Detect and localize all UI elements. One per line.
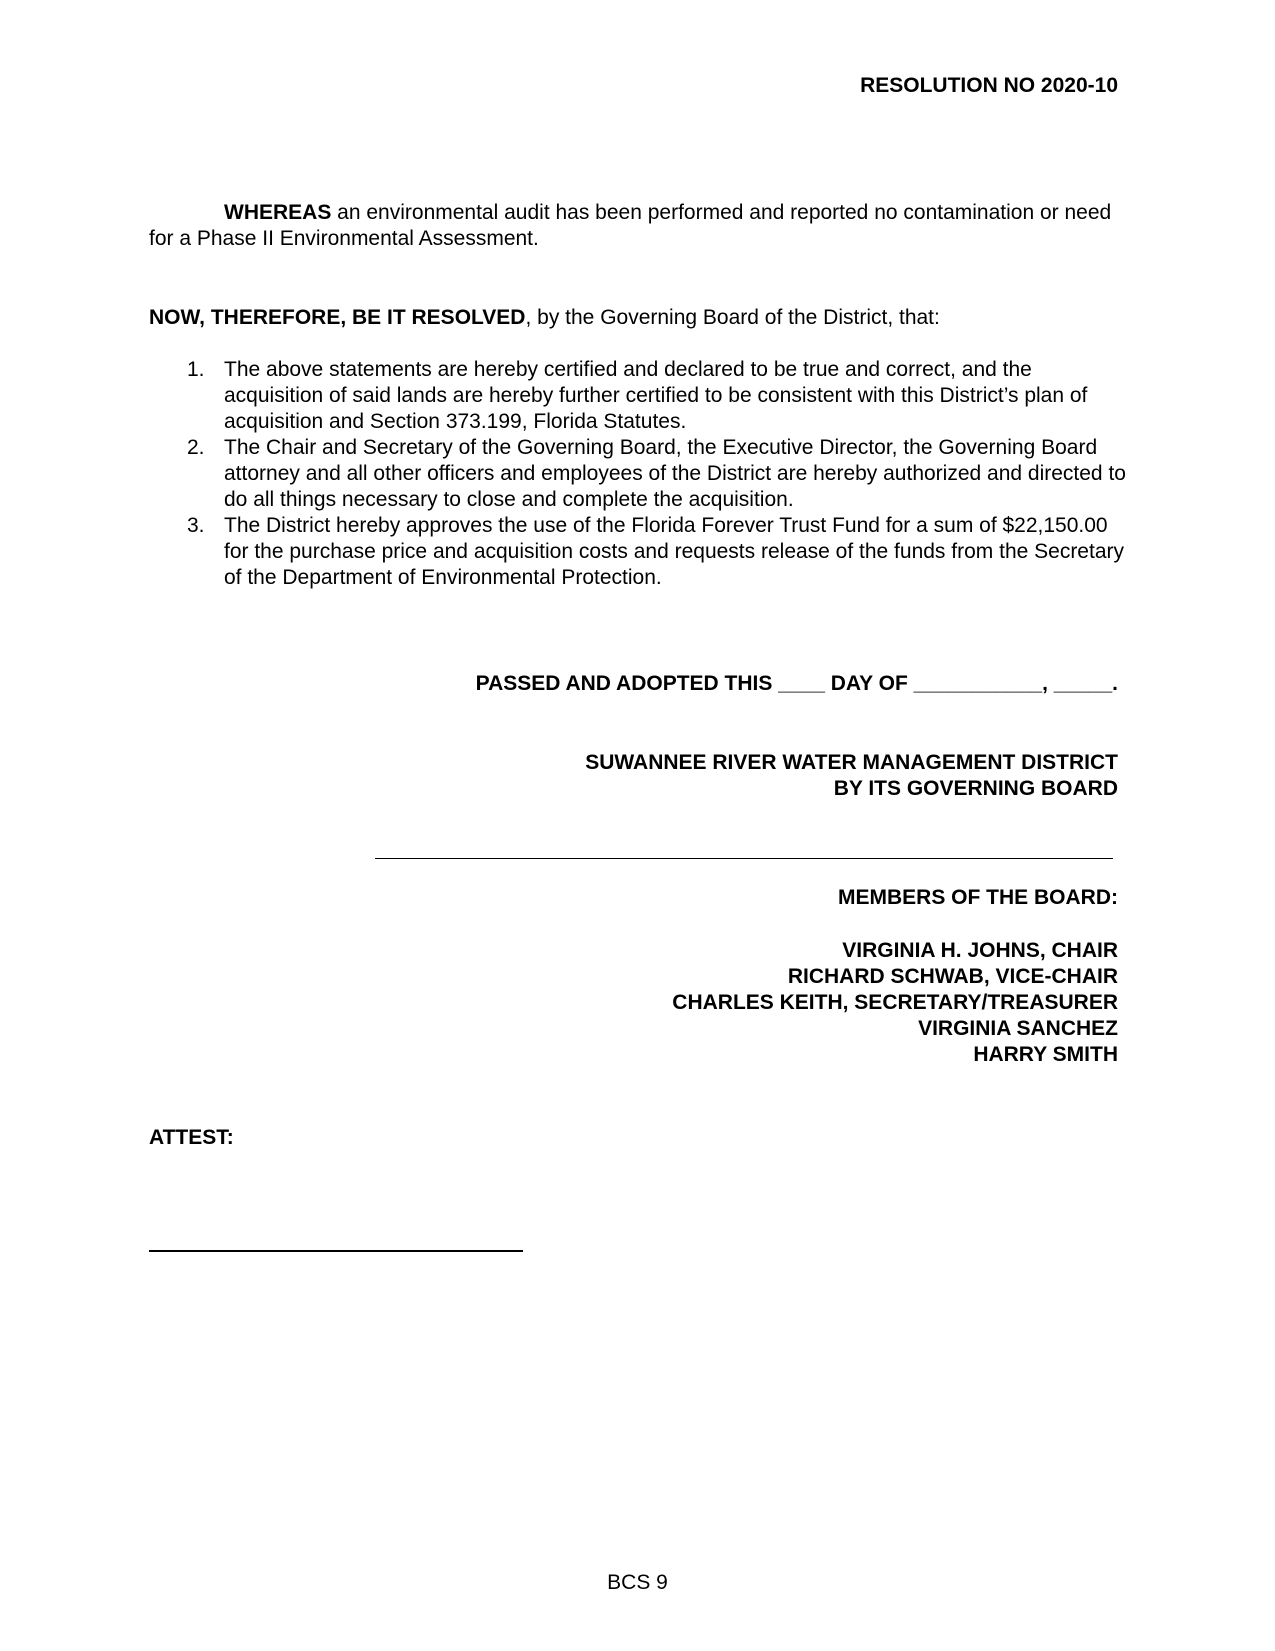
attest-signature-line [149,1250,523,1252]
passed-adopted-line: PASSED AND ADOPTED THIS ____ DAY OF ___________, _____. [475,672,1118,695]
list-item [149,357,1134,435]
district-board: BY ITS GOVERNING BOARD [833,777,1118,800]
members-title: MEMBERS OF THE BOARD: [838,886,1118,909]
whereas-lead: WHEREAS [224,201,332,224]
whereas-paragraph [149,200,1114,252]
attest-label: ATTEST: [149,1126,234,1149]
member-name: VIRGINIA SANCHEZ [918,1017,1118,1040]
page-footer: BCS 9 [607,1571,668,1594]
member-name: HARRY SMITH [973,1043,1118,1066]
list-item [149,435,1134,513]
member-name: VIRGINIA H. JOHNS, CHAIR [842,939,1118,962]
district-block [585,750,1118,802]
resolution-list [149,357,1134,591]
resolved-text: , by the Governing Board of the District, that: [525,306,940,329]
whereas-text: an environmental audit has been performed and reported no contamination or need for a Phase II Environmental Assessment. [149,201,1112,250]
list-item-number: 3. [187,514,205,537]
resolved-paragraph [149,305,1114,331]
list-item-text: The District hereby approves the use of the Florida Forever Trust Fund for a sum of $22,150.00 for the purchase price and acquisition costs and requests release of the funds from the Secretary of the Department of Environmental Protection. [224,514,1124,589]
list-item-number: 1. [187,358,205,381]
resolved-lead: NOW, THEREFORE, BE IT RESOLVED [149,306,526,329]
list-item-text: The above statements are hereby certified and declared to be true and correct, and the acquisition of said lands are hereby further certified to be consistent with this District’s plan of acquisition and Section 373.199, Florida Statutes. [224,358,1088,433]
member-name: RICHARD SCHWAB, VICE-CHAIR [787,965,1118,988]
members-list [672,938,1118,1068]
district-name: SUWANNEE RIVER WATER MANAGEMENT DISTRICT [585,751,1118,774]
list-item-text: The Chair and Secretary of the Governing Board, the Executive Director, the Governing Board attorney and all other officers and employees of the District are hereby authorized and directed to do all things necessary to close and complete the acquisition. [224,436,1126,511]
member-name: CHARLES KEITH, SECRETARY/TREASURER [672,991,1118,1014]
list-item-number: 2. [187,436,205,459]
signature-line [375,858,1113,859]
resolution-number: RESOLUTION NO 2020-10 [860,74,1118,97]
list-item [149,513,1134,591]
